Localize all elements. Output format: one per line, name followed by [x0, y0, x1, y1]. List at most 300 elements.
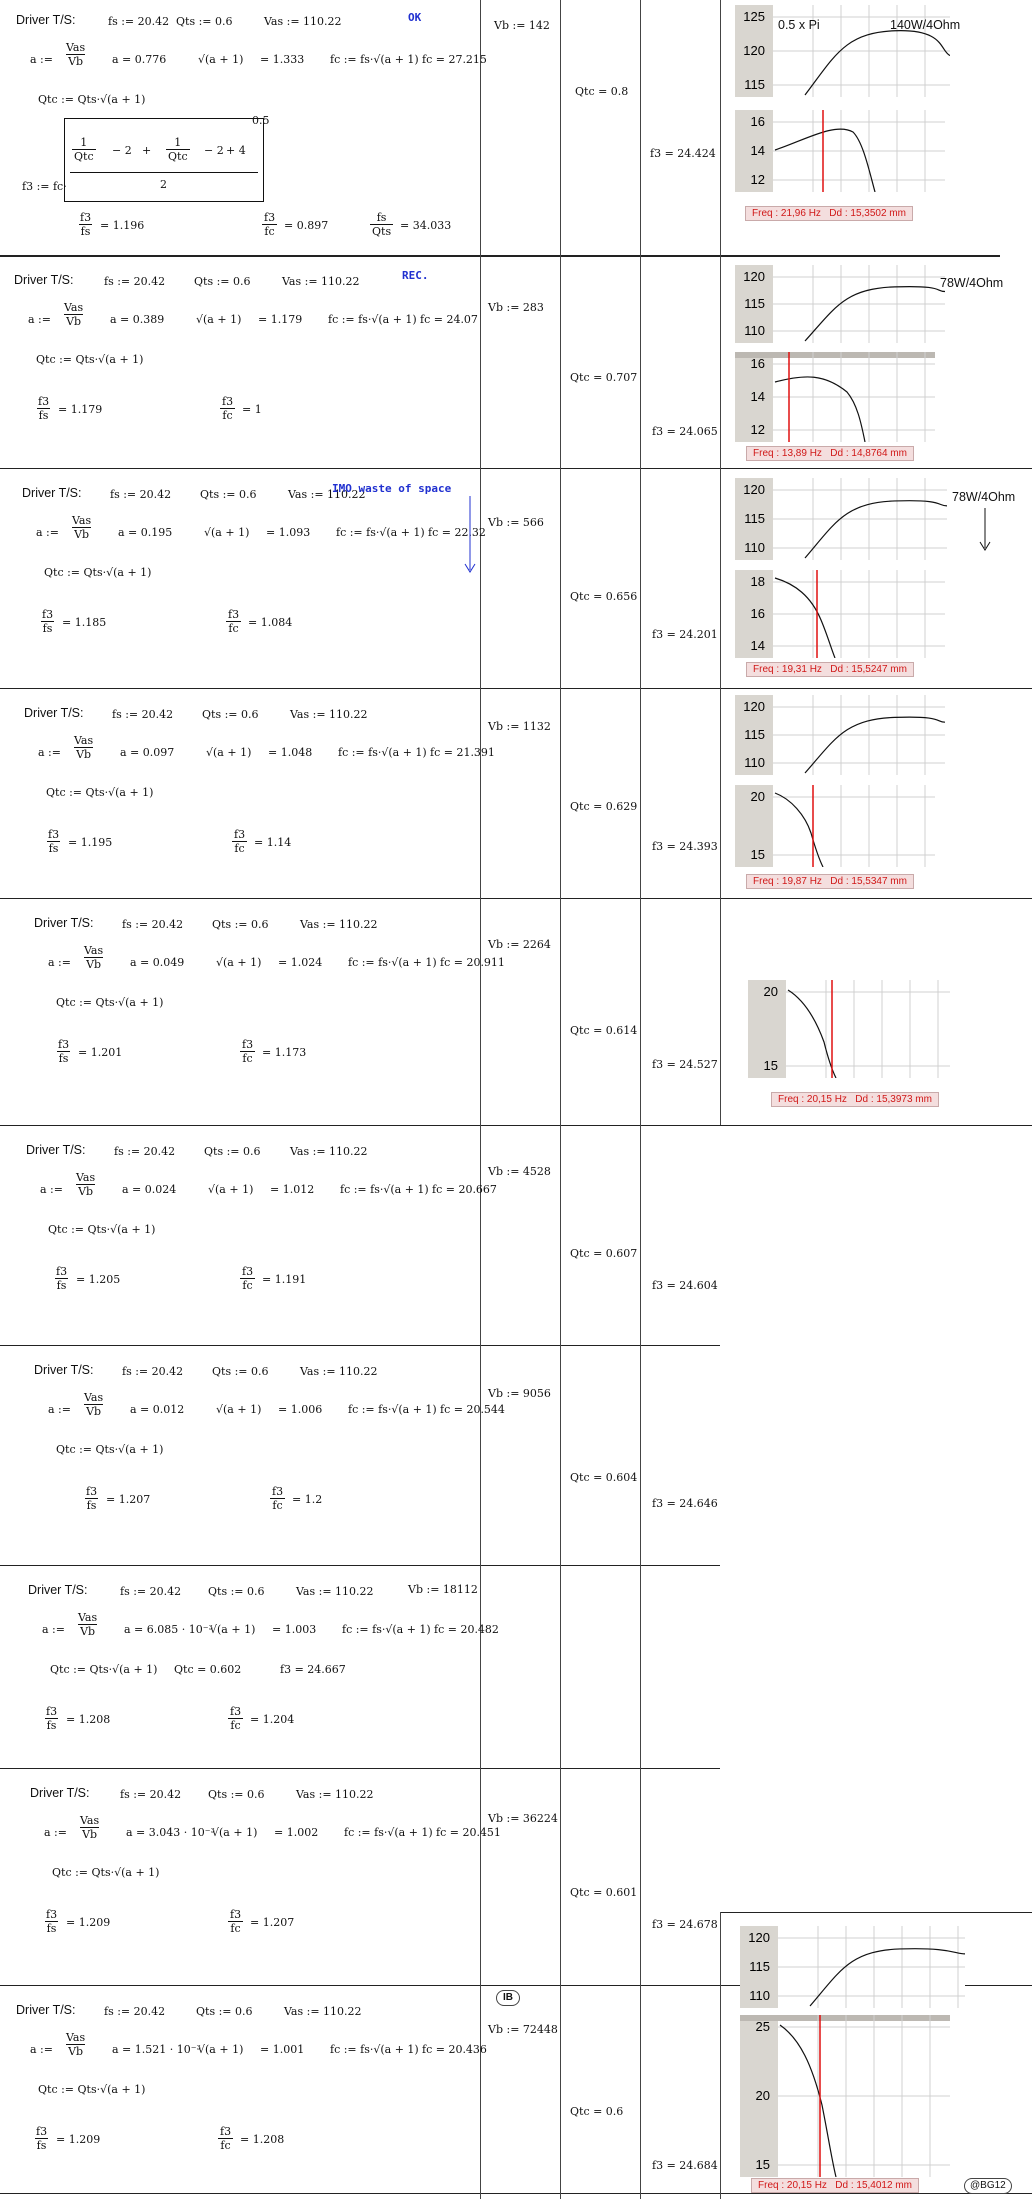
f3-fs-ratio: = 1.207 — [106, 1493, 151, 1506]
sqrt-a-plus-1: √(a + 1) — [216, 1403, 262, 1416]
f3-value: f3 = 24.684 — [652, 2159, 718, 2172]
f3-over-fc — [240, 1265, 255, 1292]
column-divider-qtc — [560, 0, 561, 2199]
qts-assign: Qts := 0.6 — [194, 275, 251, 288]
f3-over-fs — [34, 2125, 49, 2152]
driver-label: Driver T/S: — [16, 13, 76, 27]
fs-qts-ratio: = 34.033 — [400, 219, 452, 232]
qtc-value: Qtc = 0.607 — [570, 1247, 638, 1260]
vas-over-vb-den: Vb — [68, 2045, 84, 2058]
fs-assign: fs := 20.42 — [114, 1145, 176, 1158]
axis-tick-label: 110 — [744, 540, 765, 555]
axis-tick-label: 20 — [763, 984, 778, 999]
f3-over-fc — [270, 1485, 285, 1512]
power-label: 78W/4Ohm — [952, 490, 1016, 504]
fc-value: fc = 27.215 — [422, 53, 487, 66]
axis-tick-label: 115 — [749, 1959, 770, 1974]
f3-over-fs-num: f3 — [42, 608, 54, 621]
fc-value: fc = 20.544 — [440, 1403, 505, 1416]
driver-label: Driver T/S: — [24, 706, 84, 720]
f3-value: f3 = 24.424 — [650, 147, 716, 160]
driver-label: Driver T/S: — [22, 486, 82, 500]
fc-expr: fc := fs·√(a + 1) — [348, 1403, 437, 1416]
f3-over-fs — [46, 828, 61, 855]
freq-text: Freq : 19,31 Hz — [753, 664, 822, 675]
f3-over-fs — [44, 1705, 59, 1732]
spl-response-chart — [740, 1926, 965, 2008]
driver-label: Driver T/S: — [28, 1583, 88, 1597]
vas-assign: Vas := 110.22 — [282, 275, 360, 288]
cone-excursion-chart — [735, 352, 935, 442]
axis-tick-label: 120 — [743, 43, 765, 58]
sqrt-value: = 1.001 — [260, 2043, 305, 2056]
sqrt-value: = 1.179 — [258, 313, 303, 326]
freq-text: Freq : 21,96 Hz — [752, 208, 821, 219]
sqrt-value: = 1.006 — [278, 1403, 323, 1416]
sqrt-value: = 1.048 — [268, 746, 313, 759]
a-assign-label: a := — [30, 2043, 53, 2056]
fc-value: fc = 20.667 — [432, 1183, 497, 1196]
f3-over-fs-num: f3 — [46, 1705, 58, 1718]
vas-over-vb-num: Vas — [72, 514, 92, 527]
axis-tick-label: 25 — [755, 2019, 770, 2034]
sqrt-value: = 1.093 — [266, 526, 311, 539]
f3-value: f3 = 24.393 — [652, 840, 718, 853]
f3-over-fs — [56, 1038, 71, 1065]
f3-over-fs-den: fs — [80, 225, 91, 238]
f3-formula-lhs: f3 := fc· — [22, 180, 67, 193]
a-assign-label: a := — [48, 956, 71, 969]
cone-excursion-chart — [735, 785, 935, 867]
vas-over-vb-num: Vas — [80, 1814, 100, 1827]
minus-two: − 2 — [112, 144, 132, 157]
f3-value: f3 = 24.604 — [652, 1279, 718, 1292]
sqrt-value: = 1.003 — [272, 1623, 317, 1636]
vas-over-vb — [70, 514, 93, 541]
f3-over-fc — [262, 211, 277, 238]
f3-fs-ratio: = 1.201 — [78, 1046, 123, 1059]
fs-assign: fs := 20.42 — [120, 1788, 182, 1801]
axis-tick-label: 110 — [744, 323, 765, 338]
vas-over-vb-den: Vb — [66, 315, 82, 328]
a-assign-label: a := — [40, 1183, 63, 1196]
plus-four: + 4 — [226, 144, 246, 157]
qtc-expr: Qtc := Qts·√(a + 1) — [56, 996, 164, 1009]
f3-value: f3 = 24.678 — [652, 1918, 718, 1931]
qts-assign: Qts := 0.6 — [208, 1788, 265, 1801]
driver-label: Driver T/S: — [34, 1363, 94, 1377]
fc-value: fc = 20.451 — [436, 1826, 501, 1839]
sqrt-value: = 1.024 — [278, 956, 323, 969]
qts-assign: Qts := 0.6 — [200, 488, 257, 501]
f3-over-fc-den: fc — [242, 1052, 253, 1065]
sqrt-a-plus-1: √(a + 1) — [198, 53, 244, 66]
section-tag: REC. — [402, 269, 429, 282]
qtc-expr: Qtc := Qts·√(a + 1) — [46, 786, 154, 799]
f3-fc-ratio: = 1.204 — [250, 1713, 295, 1726]
qtc-expr: Qtc := Qts·√(a + 1) — [50, 1663, 158, 1676]
f3-fs-ratio: = 1.179 — [58, 403, 103, 416]
f3-over-fc — [228, 1705, 243, 1732]
f3-over-fs — [36, 395, 51, 422]
a-value: a = 0.195 — [118, 526, 173, 539]
vas-assign: Vas := 110.22 — [296, 1788, 374, 1801]
qtc-value: Qtc = 0.614 — [570, 1024, 638, 1037]
column-divider-f3 — [640, 0, 641, 2199]
f3-fc-ratio: = 1.14 — [254, 836, 292, 849]
freq-readout-caption — [746, 446, 914, 461]
f3-over-fs — [54, 1265, 69, 1292]
f3-over-fs-num: f3 — [48, 828, 60, 841]
down-arrow-icon — [977, 508, 993, 552]
vb-assign: Vb := 4528 — [488, 1165, 551, 1178]
one-over-qtc2-num: 1 — [80, 136, 88, 149]
f3-over-fc-den: fc — [220, 2139, 231, 2152]
vas-over-vb-num: Vas — [64, 301, 84, 314]
qtc-expr: Qtc := Qts·√(a + 1) — [56, 1443, 164, 1456]
f3-over-fc-num: f3 — [272, 1485, 284, 1498]
cone-excursion-chart — [748, 980, 950, 1078]
axis-tick-label: 18 — [750, 574, 765, 589]
section-tag: OK — [408, 11, 422, 24]
f3-over-fc — [220, 395, 235, 422]
f3-over-fs — [78, 211, 93, 238]
axis-tick-label: 120 — [743, 699, 765, 714]
f3-fs-ratio: = 1.185 — [62, 616, 107, 629]
fs-assign: fs := 20.42 — [122, 1365, 184, 1378]
row-divider — [0, 1768, 720, 1769]
fs-over-qts-den: Qts — [372, 225, 392, 238]
qtc-value: Qtc = 0.8 — [575, 85, 629, 98]
vas-over-vb-den: Vb — [68, 55, 84, 68]
one-over-qtc2 — [72, 136, 96, 163]
sqrt-a-plus-1: √(a + 1) — [196, 313, 242, 326]
f3-over-fc-num: f3 — [242, 1038, 254, 1051]
fc-value: fc = 20.911 — [440, 956, 505, 969]
fs-over-qts-num: fs — [376, 211, 387, 224]
f3-fs-ratio: = 1.195 — [68, 836, 113, 849]
f3-over-fs-num: f3 — [86, 1485, 98, 1498]
f3-over-fc — [240, 1038, 255, 1065]
axis-tick-label: 12 — [750, 172, 765, 187]
fc-expr: fc := fs·√(a + 1) — [328, 313, 417, 326]
axis-tick-label: 120 — [743, 269, 765, 284]
sqrt-a-plus-1: √(a + 1) — [204, 526, 250, 539]
f3-over-fs-den: fs — [46, 1922, 57, 1935]
f3-over-fc-den: fc — [242, 1279, 253, 1292]
qtc-value: Qtc = 0.6 — [570, 2105, 624, 2118]
vas-over-vb-den: Vb — [74, 528, 90, 541]
axis-tick-label: 15 — [763, 1058, 778, 1073]
freq-readout-caption — [746, 874, 914, 889]
f3-value: f3 = 24.646 — [652, 1497, 718, 1510]
vb-assign: Vb := 283 — [488, 301, 544, 314]
driver-label: Driver T/S: — [16, 2003, 76, 2017]
driver-label: Driver T/S: — [26, 1143, 86, 1157]
power-label: 78W/4Ohm — [940, 276, 1004, 290]
vas-over-vb — [72, 734, 95, 761]
a-value: a = 0.024 — [122, 1183, 177, 1196]
freq-readout-caption — [746, 662, 914, 677]
dd-text: Dd : 15,3502 mm — [829, 208, 906, 219]
a-value: a = 0.049 — [130, 956, 185, 969]
vb-assign: Vb := 2264 — [488, 938, 551, 951]
one-over-qtc2-b-den: Qtc — [168, 150, 188, 163]
f3-over-fc-num: f3 — [242, 1265, 254, 1278]
f3-value: f3 = 24.065 — [652, 425, 718, 438]
sqrt-value: = 1.333 — [260, 53, 305, 66]
sqrt-a-plus-1: √(a + 1) — [206, 746, 252, 759]
vas-assign: Vas := 110.22 — [290, 1145, 368, 1158]
dd-text: Dd : 15,4012 mm — [835, 2180, 912, 2191]
vb-assign: Vb := 1132 — [488, 720, 551, 733]
qtc-value: Qtc = 0.656 — [570, 590, 638, 603]
f3-over-fs-num: f3 — [80, 211, 92, 224]
vas-over-vb — [82, 1391, 105, 1418]
qts-assign: Qts := 0.6 — [176, 15, 233, 28]
f3-over-fc — [218, 2125, 233, 2152]
vas-over-vb — [78, 1814, 101, 1841]
one-over-qtc2-den: Qtc — [74, 150, 94, 163]
axis-tick-label: 120 — [743, 482, 765, 497]
freq-readout-caption — [771, 1092, 939, 1107]
driver-label: Driver T/S: — [34, 916, 94, 930]
f3-over-fs-num: f3 — [36, 2125, 48, 2138]
f3-fc-ratio: = 1.173 — [262, 1046, 307, 1059]
f3-value: f3 = 24.667 — [280, 1663, 346, 1676]
vas-over-vb-den: Vb — [80, 1625, 96, 1638]
dd-text: Dd : 14,8764 mm — [830, 448, 907, 459]
a-value: a = 3.043 · 10⁻³ — [126, 1826, 215, 1839]
fc-value: fc = 21.391 — [430, 746, 495, 759]
f3-over-fc-den: fc — [222, 409, 233, 422]
f3-over-fc — [226, 608, 241, 635]
one-over-qtc2-b — [166, 136, 190, 163]
credit-badge: @BG12 — [964, 2178, 1012, 2194]
vas-over-vb — [64, 41, 87, 68]
power-label: 140W/4Ohm — [890, 18, 961, 32]
sqrt-a-plus-1: √(a + 1) — [208, 1183, 254, 1196]
f3-over-fc-den: fc — [264, 225, 275, 238]
axis-tick-label: 16 — [750, 356, 765, 371]
down-arrow-icon — [460, 496, 480, 576]
f3-over-fs-num: f3 — [46, 1908, 58, 1921]
fs-assign: fs := 20.42 — [108, 15, 170, 28]
sqrt-a-plus-1: √(a + 1) — [210, 1623, 256, 1636]
f3-over-fc-den: fc — [228, 622, 239, 635]
row-divider — [0, 898, 1032, 899]
vb-assign: Vb := 9056 — [488, 1387, 551, 1400]
f3-over-fs-den: fs — [46, 1719, 57, 1732]
vas-over-vb — [62, 301, 85, 328]
sqrt-a-plus-1: √(a + 1) — [212, 1826, 258, 1839]
fc-expr: fc := fs·√(a + 1) — [336, 526, 425, 539]
row-divider — [0, 688, 1032, 689]
axis-tick-label: 115 — [744, 296, 765, 311]
section-tag: IMO waste of space — [332, 482, 452, 495]
f3-over-fc-den: fc — [230, 1922, 241, 1935]
row-divider — [0, 255, 1000, 257]
dd-text: Dd : 15,5247 mm — [830, 664, 907, 675]
vas-assign: Vas := 110.22 — [300, 1365, 378, 1378]
column-divider-charts-ib — [720, 1912, 721, 2199]
axis-tick-label: 16 — [750, 114, 765, 129]
a-value: a = 6.085 · 10⁻³ — [124, 1623, 213, 1636]
f3-over-fs-num: f3 — [58, 1038, 70, 1051]
vb-assign: Vb := 36224 — [488, 1812, 558, 1825]
vas-over-vb-num: Vas — [74, 734, 94, 747]
fc-value: fc = 20.436 — [422, 2043, 487, 2056]
vas-assign: Vas := 110.22 — [264, 15, 342, 28]
vb-assign: Vb := 566 — [488, 516, 544, 529]
vas-over-vb-num: Vas — [66, 2031, 86, 2044]
f3-fc-ratio: = 1.2 — [292, 1493, 323, 1506]
axis-tick-label: 15 — [755, 2157, 770, 2172]
f3-over-fc-num: f3 — [264, 211, 276, 224]
freq-readout-caption — [745, 206, 913, 221]
axis-tick-label: 125 — [743, 9, 765, 24]
denominator-two: 2 — [160, 178, 167, 191]
cone-excursion-chart — [740, 2015, 950, 2177]
f3-over-fs — [44, 1908, 59, 1935]
axis-tick-label: 14 — [750, 143, 765, 158]
f3-over-fc-num: f3 — [220, 2125, 232, 2138]
a-assign-label: a := — [30, 53, 53, 66]
vas-assign: Vas := 110.22 — [284, 2005, 362, 2018]
freq-readout-caption — [751, 2178, 919, 2193]
vas-assign: Vas := 110.22 — [290, 708, 368, 721]
vas-assign: Vas := 110.22 — [296, 1585, 374, 1598]
a-value: a = 0.389 — [110, 313, 165, 326]
qtc-value: Qtc = 0.629 — [570, 800, 638, 813]
f3-value: f3 = 24.201 — [652, 628, 718, 641]
f3-over-fc — [232, 828, 247, 855]
a-assign-label: a := — [42, 1623, 65, 1636]
fc-expr: fc := fs·√(a + 1) — [338, 746, 427, 759]
vas-assign: Vas := 110.22 — [288, 488, 366, 501]
f3-over-fc — [228, 1908, 243, 1935]
minus-two-b: − 2 — [204, 144, 224, 157]
f3-over-fs-den: fs — [38, 409, 49, 422]
qts-assign: Qts := 0.6 — [212, 1365, 269, 1378]
qtc-value: Qtc = 0.707 — [570, 371, 638, 384]
fs-assign: fs := 20.42 — [104, 2005, 166, 2018]
qts-assign: Qts := 0.6 — [204, 1145, 261, 1158]
vas-over-vb-den: Vb — [82, 1828, 98, 1841]
vas-over-vb-num: Vas — [76, 1171, 96, 1184]
f3-over-fc-den: fc — [272, 1499, 283, 1512]
axis-tick-label: 120 — [748, 1930, 770, 1945]
qts-assign: Qts := 0.6 — [196, 2005, 253, 2018]
freq-text: Freq : 13,89 Hz — [753, 448, 822, 459]
axis-tick-label: 14 — [750, 638, 765, 653]
f3-over-fs-den: fs — [86, 1499, 97, 1512]
vas-over-vb-num: Vas — [78, 1611, 98, 1624]
fs-assign: fs := 20.42 — [104, 275, 166, 288]
qtc-expr: Qtc := Qts·√(a + 1) — [44, 566, 152, 579]
f3-fs-ratio: = 1.209 — [66, 1916, 111, 1929]
qtc-value: Qtc = 0.602 — [174, 1663, 242, 1676]
fc-expr: fc := fs·√(a + 1) — [344, 1826, 433, 1839]
f3-value: f3 = 24.527 — [652, 1058, 718, 1071]
f3-over-fs-num: f3 — [38, 395, 50, 408]
ib-badge: IB — [496, 1990, 520, 2006]
vb-assign: Vb := 72448 — [488, 2023, 558, 2036]
vas-over-vb-num: Vas — [84, 1391, 104, 1404]
spl-response-chart — [735, 478, 947, 560]
a-assign-label: a := — [44, 1826, 67, 1839]
f3-fs-ratio: = 1.208 — [66, 1713, 111, 1726]
axis-tick-label: 110 — [749, 1988, 770, 2003]
vas-over-vb-den: Vb — [78, 1185, 94, 1198]
axis-tick-label: 115 — [744, 511, 765, 526]
fs-assign: fs := 20.42 — [120, 1585, 182, 1598]
qtc-value: Qtc = 0.604 — [570, 1471, 638, 1484]
axis-tick-label: 115 — [744, 727, 765, 742]
f3-over-fc-num: f3 — [230, 1908, 242, 1921]
driver-label: Driver T/S: — [14, 273, 74, 287]
a-assign-label: a := — [36, 526, 59, 539]
fc-expr: fc := fs·√(a + 1) — [330, 2043, 419, 2056]
f3-fc-ratio: = 1.208 — [240, 2133, 285, 2146]
cone-excursion-chart — [735, 110, 945, 192]
f3-fs-ratio: = 1.196 — [100, 219, 145, 232]
a-assign-label: a := — [48, 1403, 71, 1416]
f3-fc-ratio: = 1.084 — [248, 616, 293, 629]
a-value: a = 0.776 — [112, 53, 167, 66]
sqrt-a-plus-1: √(a + 1) — [198, 2043, 244, 2056]
f3-fc-ratio: = 0.897 — [284, 219, 329, 232]
vb-assign: Vb := 142 — [494, 19, 550, 32]
vas-over-vb-den: Vb — [86, 958, 102, 971]
spl-response-chart — [735, 695, 945, 775]
a-value: a = 0.097 — [120, 746, 175, 759]
fc-value: fc = 20.482 — [434, 1623, 499, 1636]
f3-over-fs-den: fs — [58, 1052, 69, 1065]
a-assign-label: a := — [28, 313, 51, 326]
qts-assign: Qts := 0.6 — [212, 918, 269, 931]
a-assign-label: a := — [38, 746, 61, 759]
dd-text: Dd : 15,5347 mm — [830, 876, 907, 887]
one-over-qtc2-b-num: 1 — [174, 136, 182, 149]
vas-over-vb-num: Vas — [66, 41, 86, 54]
exponent-half: 0.5 — [252, 114, 270, 127]
qtc-expr: Qtc := Qts·√(a + 1) — [38, 93, 146, 106]
vas-over-vb — [74, 1171, 97, 1198]
f3-over-fs-num: f3 — [56, 1265, 68, 1278]
fc-expr: fc := fs·√(a + 1) — [342, 1623, 431, 1636]
f3-over-fs — [84, 1485, 99, 1512]
vb-assign: Vb := 18112 — [408, 1583, 478, 1596]
f3-over-fs-den: fs — [48, 842, 59, 855]
f3-fs-ratio: = 1.205 — [76, 1273, 121, 1286]
cone-excursion-chart — [735, 570, 945, 658]
axis-tick-label: 20 — [755, 2088, 770, 2103]
qtc-expr: Qtc := Qts·√(a + 1) — [52, 1866, 160, 1879]
qtc-value: Qtc = 0.601 — [570, 1886, 638, 1899]
f3-fc-ratio: = 1.191 — [262, 1273, 307, 1286]
vas-over-vb-den: Vb — [86, 1405, 102, 1418]
sqrt-value: = 1.002 — [274, 1826, 319, 1839]
row-divider — [0, 1125, 1032, 1126]
f3-over-fc-den: fc — [230, 1719, 241, 1732]
f3-fc-ratio: = 1.207 — [250, 1916, 295, 1929]
row-divider — [0, 468, 1032, 469]
axis-tick-label: 20 — [750, 789, 765, 804]
fs-assign: fs := 20.42 — [112, 708, 174, 721]
fc-expr: fc := fs·√(a + 1) — [340, 1183, 429, 1196]
freq-text: Freq : 20,15 Hz — [758, 2180, 827, 2191]
